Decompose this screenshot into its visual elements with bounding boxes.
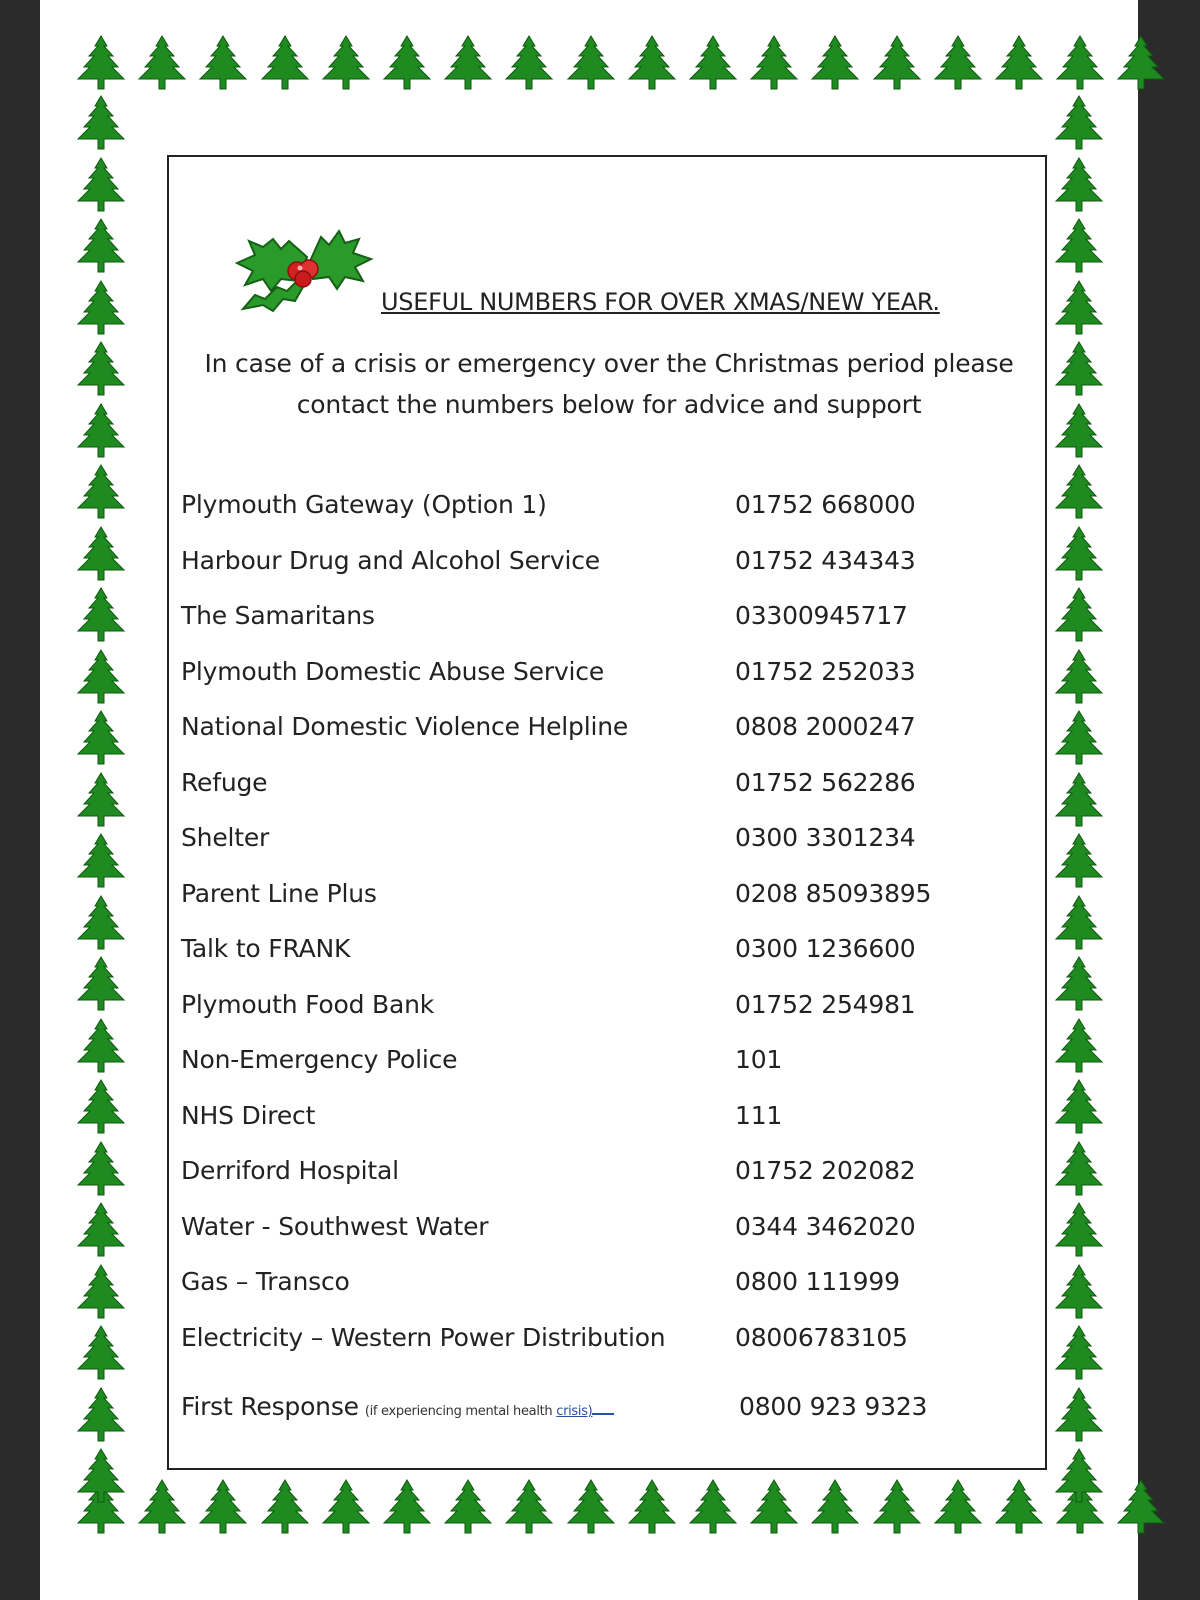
contact-name: Non-Emergency Police [181,1045,458,1074]
contact-number: 01752 252033 [735,656,916,686]
contact-number: 0208 85093895 [735,878,932,908]
contact-number: 01752 434343 [735,545,916,575]
margin-mark [167,1447,169,1469]
contact-row [181,712,1041,768]
contact-row [181,1045,1041,1101]
contact-name [181,1392,614,1421]
contact-name: Derriford Hospital [181,1156,399,1185]
contact-number: 01752 202082 [735,1156,916,1185]
contact-row [181,1101,1041,1157]
contact-row [181,990,1041,1046]
first-response-note [365,1404,615,1419]
contact-number: 101 [735,1045,783,1074]
contact-list [181,490,1041,1448]
contact-number: 0808 2000247 [735,712,916,741]
contact-number: 01752 254981 [735,989,916,1019]
contact-name: National Domestic Violence Helpline [181,712,629,741]
intro-line-1: In case of a crisis or emergency over the Christmas period please [204,349,1014,378]
contact-row-first-response [181,1392,1041,1448]
contact-number: 01752 668000 [735,490,916,519]
contact-name: Electricity – Western Power Distribution [181,1322,666,1352]
contact-name: NHS Direct [181,1100,316,1130]
underline-rule [592,1413,614,1415]
contact-row [181,1323,1041,1379]
contact-name: Parent Line Plus [181,878,377,908]
contact-row [181,601,1041,657]
contact-row [181,546,1041,602]
note-text: (if experiencing mental health [364,1404,557,1419]
contact-number: 08006783105 [735,1322,908,1352]
contact-row [181,879,1041,935]
contact-name: Plymouth Gateway (Option 1) [181,490,547,519]
contact-name: Water - Southwest Water [181,1211,489,1241]
contact-name: Gas – Transco [181,1267,350,1296]
first-response-label: First Response [181,1392,359,1421]
contact-number: 03300945717 [735,601,908,630]
contact-number: 0344 3462020 [735,1211,916,1241]
crisis-link[interactable]: crisis) [556,1404,593,1419]
contact-row [181,657,1041,713]
contact-name: The Samaritans [181,601,375,630]
contact-number: 01752 562286 [735,767,916,797]
contact-row [181,490,1041,546]
intro-line-2: contact the numbers below for advice and support [296,390,922,419]
contact-name: Talk to FRANK [181,934,351,963]
contact-number: 111 [735,1100,783,1130]
contact-row [181,1267,1041,1323]
contact-panel [167,155,1047,1470]
contact-name: Shelter [181,823,270,852]
contact-number: 0800 111999 [735,1267,900,1296]
contact-name: Refuge [181,767,268,797]
page-title: USEFUL NUMBERS FOR OVER XMAS/NEW YEAR. [381,288,940,316]
contact-name: Plymouth Domestic Abuse Service [181,656,605,686]
contact-name: Harbour Drug and Alcohol Service [181,545,600,575]
contact-row [181,768,1041,824]
contact-row [181,1212,1041,1268]
contact-number: 0300 3301234 [735,823,916,852]
contact-number: 0300 1236600 [735,934,916,963]
contact-row [181,934,1041,990]
intro-text [179,343,1039,425]
contact-name: Plymouth Food Bank [181,989,434,1019]
contact-row [181,1156,1041,1212]
contact-row [181,823,1041,879]
contact-number: 0800 923 9323 [739,1392,928,1421]
holly-icon [229,219,379,314]
